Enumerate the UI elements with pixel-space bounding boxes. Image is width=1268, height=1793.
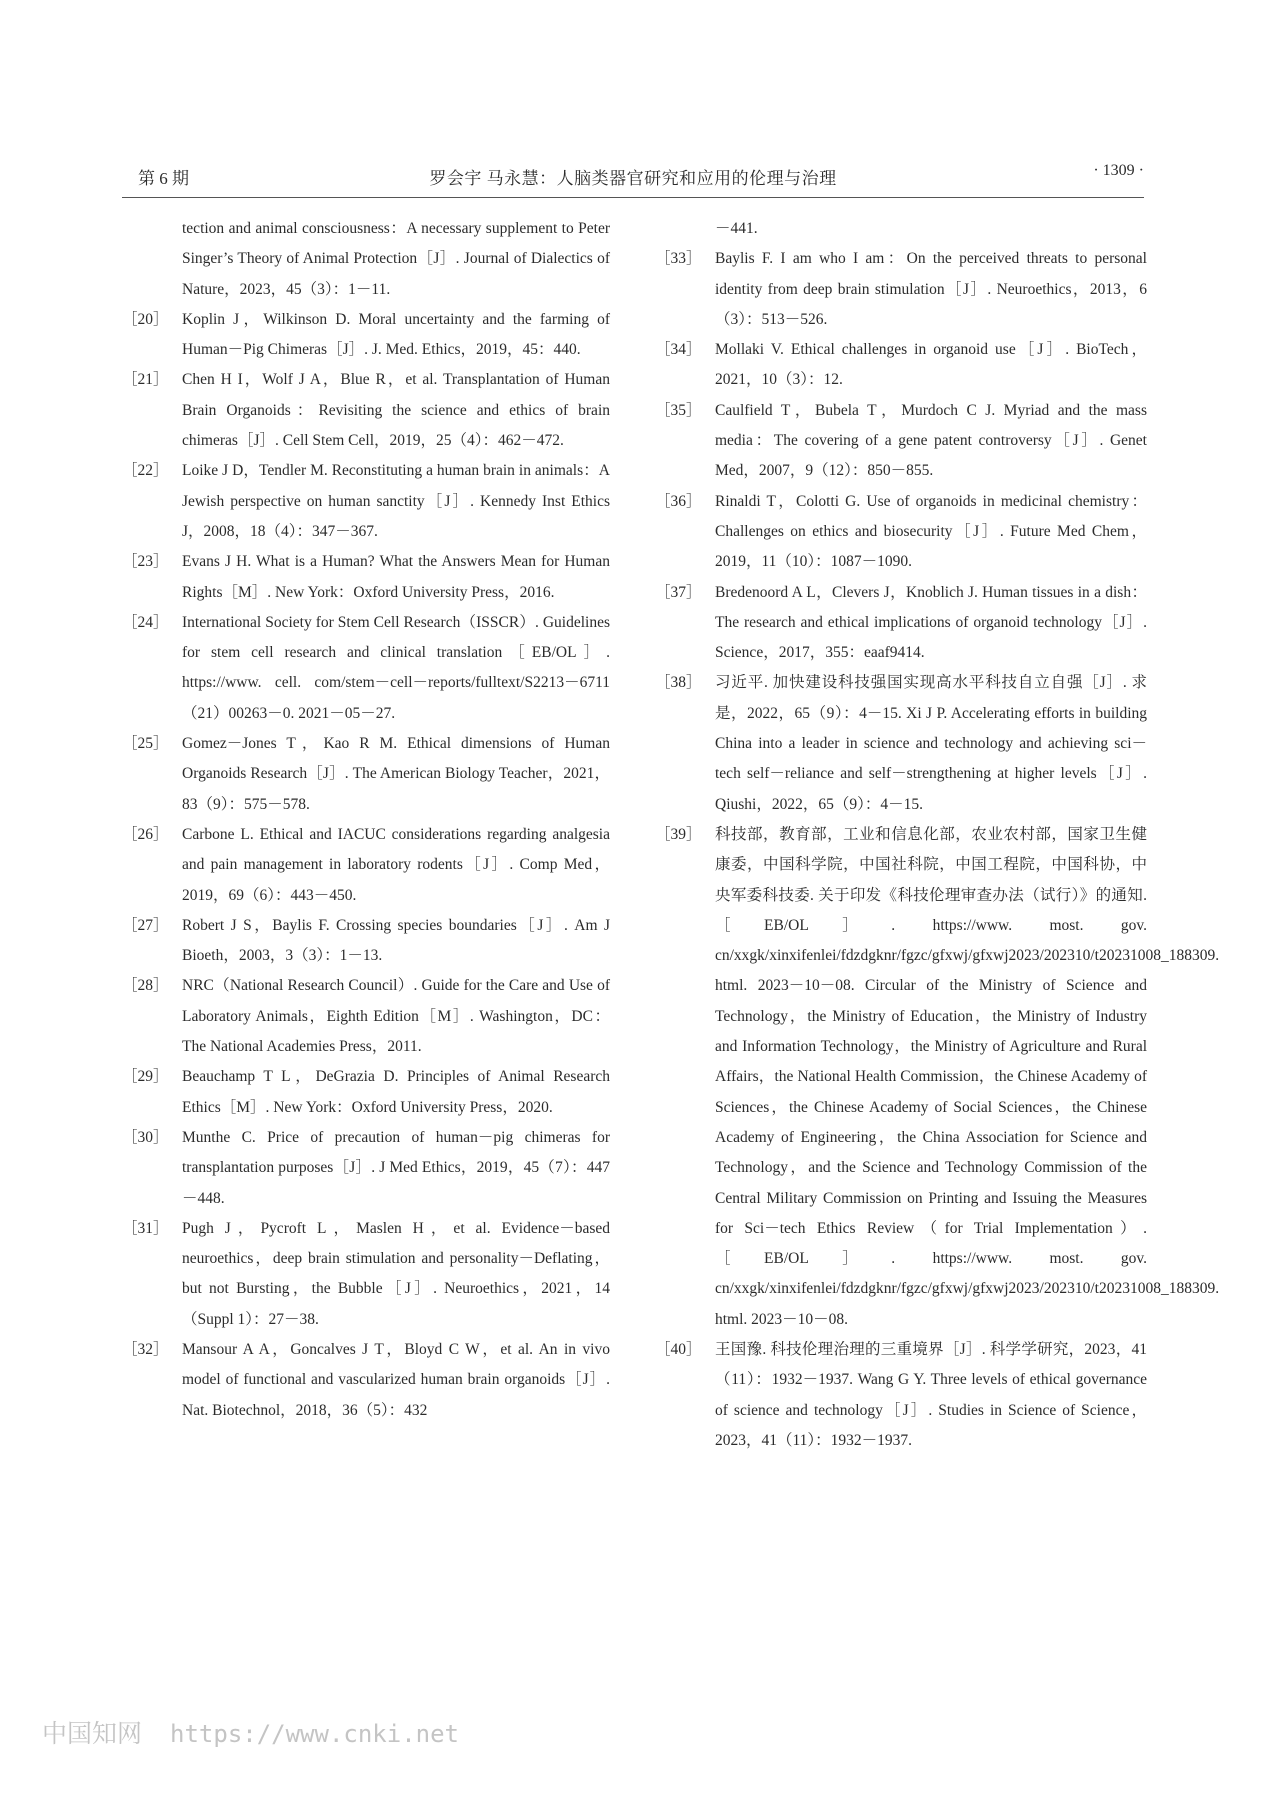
reference-text: Loike J D，Tendler M. Reconstituting a human brain in animals：A Jewish perspective on human sanctity［J］. Kennedy Inst Ethics J，2008，18（4）：347－367. (182, 462, 610, 540)
reference-entry (655, 214, 1147, 244)
reference-entry (122, 971, 610, 1062)
watermark-url: https://www.cnki.net (170, 1720, 459, 1748)
cnki-watermark (42, 1714, 459, 1750)
reference-entry (655, 578, 1147, 669)
reference-text: Beauchamp T L，DeGrazia D. Principles of Animal Research Ethics［M］. New York：Oxford University Press，2020. (182, 1068, 610, 1116)
reference-text: tection and animal consciousness：A necessary supplement to Peter Singer’s Theory of Animal Protection［J］. Journal of Dialectics of Nature，2023，45（3）：1－11. (182, 220, 610, 298)
reference-text: Gomez－Jones T，Kao R M. Ethical dimensions of Human Organoids Research［J］. The American Biology Teacher，2021，83（9）：575－578. (182, 735, 610, 813)
reference-entry (122, 547, 610, 608)
reference-entry (655, 668, 1147, 819)
reference-number: ［31］ (122, 1219, 169, 1237)
reference-text: Robert J S，Baylis F. Crossing species boundaries［J］. Am J Bioeth，2003，3（3）：1－13. (182, 916, 610, 965)
reference-number: ［39］ (655, 825, 702, 843)
reference-text: Mansour A A，Goncalves J T，Bloyd C W，et al. An in vivo model of functional and vascularized human brain organoids［J］. Nat. Biotechnol，2018，36（5）：432 (182, 1340, 610, 1419)
reference-text: Evans J H. What is a Human? What the Answers Mean for Human Rights［M］. New York：Oxford University Press，2016. (182, 553, 610, 601)
references-right-column (655, 214, 1220, 1456)
reference-text: NRC（National Research Council）. Guide for the Care and Use of Laboratory Animals，Eighth Edition［M］. Washington，DC：The National Academies Press，2011. (182, 977, 610, 1056)
reference-entry (122, 1123, 610, 1214)
watermark-brand: 中国知网 (42, 1719, 143, 1748)
reference-number: ［36］ (655, 492, 702, 510)
reference-text: Rinaldi T，Colotti G. Use of organoids in medicinal chemistry：Challenges on ethics and biosecurity［J］. Future Med Chem，2019，11（10）：1087－1090. (715, 492, 1147, 571)
reference-text: Chen H I，Wolf J A，Blue R，et al. Transplantation of Human Brain Organoids：Revisiting the science and ethics of brain chimeras［J］. Cell Stem Cell，2019，25（4）：462－472. (182, 371, 610, 450)
reference-number: ［29］ (122, 1068, 169, 1086)
reference-entry (122, 1062, 610, 1123)
reference-number: ［40］ (655, 1340, 702, 1358)
reference-text: International Society for Stem Cell Research（ISSCR）. Guidelines for stem cell research and clinical translation［EB/OL］. https://www. cell. com/stem－cell－reports/fulltext/S2213－6711（21）00263－0. 2021－05－27. (182, 613, 610, 722)
running-title: 罗会宇 马永慧：人脑类器官研究和应用的伦理与治理 (429, 169, 837, 188)
reference-text: 习近平. 加快建设科技强国实现高水平科技自立自强［J］. 求是，2022，65（9）：4－15. Xi J P. Accelerating efforts in building China into a leader in science and technology and achieving sci－tech self－reliance and self－strengthening at higher levels［J］. Qiushi，2022，65（9）：4－15. (715, 674, 1147, 813)
reference-text: Mollaki V. Ethical challenges in organoid use［J］. BioTech，2021，10（3）：12. (715, 341, 1147, 389)
reference-entry (122, 911, 610, 972)
reference-entry (122, 365, 610, 456)
reference-text: Bredenoord A L，Clevers J，Knoblich J. Human tissues in a dish：The research and ethical implications of organoid technology［J］. Science，2017，355：eaaf9414. (715, 583, 1147, 662)
reference-entry (122, 456, 610, 547)
reference-number: ［23］ (122, 553, 169, 571)
reference-number: ［38］ (655, 674, 702, 692)
reference-number: ［34］ (655, 341, 702, 359)
reference-entry (122, 1214, 610, 1335)
reference-text: Caulfield T，Bubela T，Murdoch C J. Myriad and the mass media：The covering of a gene patent controversy［J］. Genet Med，2007，9（12）：850－855. (715, 401, 1147, 480)
reference-text: Pugh J，Pycroft L，Maslen H，et al. Evidence－based neuroethics，deep brain stimulation and personality－Deflating，but not Bursting，the Bubble［J］. Neuroethics，2021，14（Suppl 1）：27－38. (182, 1219, 610, 1328)
reference-entry (122, 608, 610, 729)
reference-number: ［27］ (122, 916, 169, 934)
reference-number: ［32］ (122, 1340, 169, 1358)
reference-number: ［21］ (122, 371, 169, 389)
reference-entry (655, 820, 1220, 1335)
reference-number: ［33］ (655, 250, 702, 268)
reference-entry (122, 305, 610, 366)
reference-text: 王国豫. 科技伦理治理的三重境界［J］. 科学学研究，2023，41（11）：1932－1937. Wang G Y. Three levels of ethical governance of science and technology［J］. Studies in Science of Science，2023，41（11）：1932－1937. (715, 1340, 1147, 1449)
reference-entry (655, 1335, 1147, 1456)
reference-entry (122, 820, 610, 911)
reference-number: ［20］ (122, 310, 169, 328)
reference-entry (655, 396, 1147, 487)
reference-number: ［22］ (122, 462, 169, 480)
issue-label: 第 6 期 (138, 169, 189, 188)
reference-number: ［35］ (655, 401, 702, 419)
reference-entry (122, 729, 610, 820)
reference-entry (122, 1335, 610, 1426)
reference-text: Munthe C. Price of precaution of human－pig chimeras for transplantation purposes［J］. J Med Ethics，2019，45（7）：447－448. (182, 1128, 610, 1207)
reference-text: Koplin J，Wilkinson D. Moral uncertainty and the farming of Human－Pig Chimeras［J］. J. Med. Ethics，2019，45：440. (182, 310, 610, 359)
reference-entry (655, 335, 1147, 396)
reference-text: －441. (715, 220, 758, 237)
reference-entry (655, 487, 1147, 578)
reference-text: Baylis F. I am who I am：On the perceived threats to personal identity from deep brain stimulation［J］. Neuroethics，2013，6（3）：513－526. (715, 250, 1147, 328)
reference-entry (655, 244, 1147, 335)
reference-number: ［28］ (122, 977, 169, 995)
references-left-column (122, 214, 610, 1426)
reference-number: ［26］ (122, 825, 169, 843)
reference-entry (122, 214, 610, 305)
reference-number: ［24］ (122, 613, 169, 631)
page-number: · 1309 · (1093, 162, 1144, 179)
reference-text: 科技部，教育部，工业和信息化部，农业农村部，国家卫生健康委，中国科学院，中国社科院，中国工程院，中国科协，中央军委科技委. 关于印发《科技伦理审查办法（试行）》的通知.［EB/OL］. https://www. most. gov. cn/xxgk/xinxifenlei/fdzdgknr/fgzc/gfxwj/gfxwj2023/202310/t20231008_188309. html. 2023－10－08. Circular of the Ministry of Science and Technology，the Ministry of Education，the Ministry of Industry and Information Technology，the Ministry of Agriculture and Rural Affairs，the National Health Commission，the Chinese Academy of Sciences，the Chinese Academy of Social Sciences，the Chinese Academy of Engineering，the China Association for Science and Technology，and the Science and Technology Commission of the Central Military Commission on Printing and Issuing the Measures for Sci－tech Ethics Review（for Trial Implementation）.［EB/OL］. https://www. most. gov. cn/xxgk/xinxifenlei/fdzdgknr/fgzc/gfxwj/gfxwj2023/202310/t20231008_188309. html. 2023－10－08. (715, 825, 1220, 1328)
header-rule (122, 197, 1144, 198)
reference-number: ［30］ (122, 1128, 169, 1146)
reference-number: ［25］ (122, 735, 169, 753)
reference-number: ［37］ (655, 583, 702, 601)
reference-text: Carbone L. Ethical and IACUC considerations regarding analgesia and pain management in laboratory rodents［J］. Comp Med，2019，69（6）：443－450. (182, 825, 610, 904)
page-header (122, 160, 1144, 198)
